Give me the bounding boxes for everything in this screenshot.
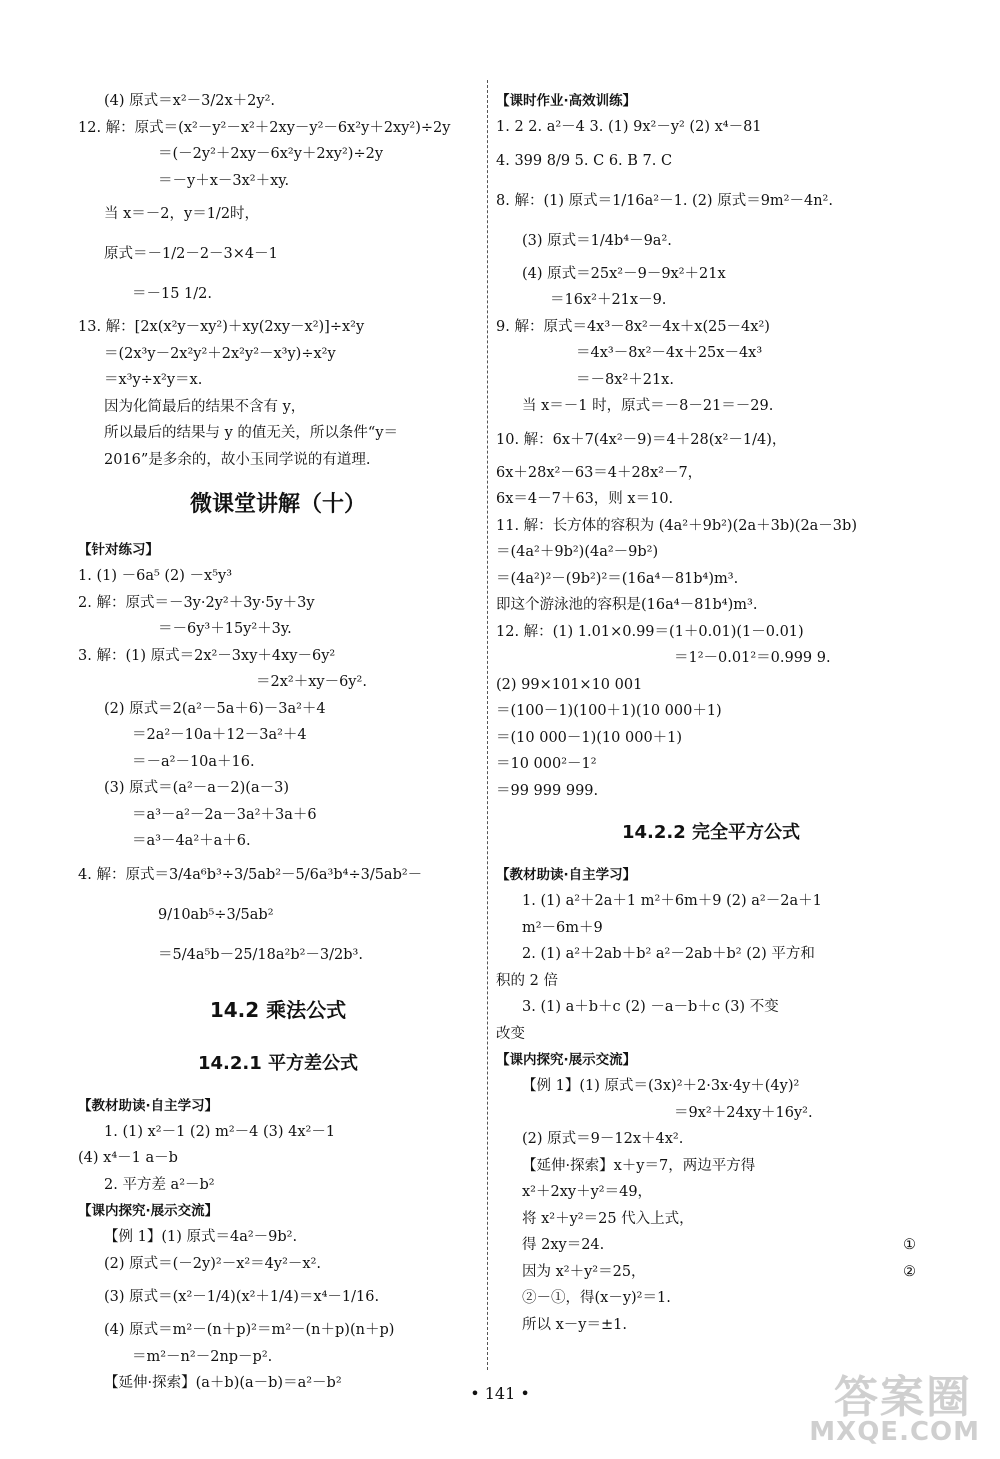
answer-line xyxy=(78,749,478,776)
line-text: ＝a³－a²－2a－3a²＋3a＋6 xyxy=(132,806,317,823)
line-text: 2016”是多余的，故小玉同学说的有道理. xyxy=(104,451,371,468)
answer-line xyxy=(496,513,926,540)
line-text: 8. 解：(1) 原式＝1/16a²－1. (2) 原式＝9m²－4n². xyxy=(496,192,833,209)
answer-line xyxy=(496,486,926,513)
line-text: 1. (1) x²－1 (2) m²－4 (3) 4x²－1 xyxy=(104,1123,336,1140)
line-text: x²＋2xy＋y²＝49， xyxy=(522,1184,653,1200)
line-text: 【课内探究·展示交流】 xyxy=(496,1052,637,1068)
line-text: (4) 原式＝m²－(n＋p)²＝m²－(n＋p)(n＋p) xyxy=(104,1322,395,1338)
answer-line xyxy=(496,592,926,619)
line-text: 12. 解：(1) 1.01×0.99＝(1＋0.01)(1－0.01) xyxy=(496,623,804,640)
line-text: 原式＝－1/2－2－3×4－1 xyxy=(104,246,278,262)
line-text: (2) 原式＝2(a²－5a＋6)－3a²＋4 xyxy=(104,700,326,717)
answer-line xyxy=(496,672,926,699)
answer-line xyxy=(496,751,926,778)
section-heading xyxy=(496,862,926,888)
answer-line xyxy=(78,141,478,168)
line-text: 当 x＝－2，y＝1/2时， xyxy=(104,206,260,222)
line-text: (4) x⁴－1 a－b xyxy=(78,1150,178,1166)
watermark-logo xyxy=(790,1359,980,1449)
answer-line xyxy=(78,1145,478,1172)
answer-line xyxy=(78,935,478,975)
answer-line xyxy=(496,1153,926,1180)
line-text: 即这个游泳池的容积是(16a⁴－81b⁴)m³. xyxy=(496,597,758,613)
line-text: (2) 原式＝9－12x＋4x². xyxy=(522,1131,684,1147)
answer-line xyxy=(78,1277,478,1317)
answer-line xyxy=(78,341,478,368)
line-text: (2) 原式＝(－2y)²－x²＝4y²－x². xyxy=(104,1255,322,1272)
answer-line xyxy=(78,274,478,314)
answer-line xyxy=(496,261,926,288)
answer-line xyxy=(78,775,478,802)
watermark-text: 答案圈 xyxy=(834,1372,972,1423)
line-text: ＝16x²＋21x－9. xyxy=(550,292,667,308)
page-number: • 141 • xyxy=(470,1384,530,1403)
answer-line xyxy=(496,1179,926,1206)
line-text: 6x＝4－7＋63，则 x＝10. xyxy=(496,491,674,507)
line-text: ＝－y＋x－3x²＋xy. xyxy=(158,172,290,189)
line-text: 12. 解：原式＝(x²－y²－x²＋2xy－y²－6x²y＋2xy²)÷2y xyxy=(78,119,451,136)
line-text: ＝(－2y²＋2xy－6x²y＋2xy²)÷2y xyxy=(158,146,384,162)
answer-line xyxy=(496,619,926,646)
line-text: 9. 解：原式＝4x³－8x²－4x＋x(25－4x²) xyxy=(496,318,770,335)
line-text: 11. 解：长方体的容积为 (4a²＋9b²)(2a＋3b)(2a－3b) xyxy=(496,517,857,534)
section-heading xyxy=(78,1198,478,1224)
line-text: 14.2.1 平方差公式 xyxy=(197,1052,359,1074)
answer-line xyxy=(78,696,478,723)
line-text: 13. 解：[2x(x²y－xy²)＋xy(2xy－x²)]÷x²y xyxy=(78,319,365,335)
line-text: 当 x＝－1 时，原式＝－8－21＝－29. xyxy=(522,398,774,414)
answer-line xyxy=(78,1251,478,1278)
line-text: ＝(100－1)(100＋1)(10 000＋1) xyxy=(496,703,722,719)
left-column xyxy=(78,88,478,1397)
column-divider xyxy=(487,80,488,1370)
line-text: 1. (1) a²＋2a＋1 m²＋6m＋9 (2) a²－2a＋1 xyxy=(522,893,822,909)
answer-line xyxy=(496,287,926,314)
line-text: 【例 1】(1) 原式＝(3x)²＋2·3x·4y＋(4y)² xyxy=(522,1078,800,1094)
answer-line xyxy=(496,645,926,672)
answer-line xyxy=(496,888,926,915)
line-text: (3) 原式＝1/4b⁴－9a². xyxy=(522,232,672,249)
line-text: 【延伸·探索】(a＋b)(a－b)＝a²－b² xyxy=(104,1375,342,1391)
line-text: ＝99 999 999. xyxy=(496,782,599,799)
answer-line xyxy=(496,460,926,487)
line-text: 10. 解：6x＋7(4x²－9)＝4＋28(x²－1/4)， xyxy=(496,431,787,448)
line-text: ②－①，得(x－y)²＝1. xyxy=(522,1290,671,1306)
line-text: 3. (1) a＋b＋c (2) －a－b＋c (3) 不变 xyxy=(522,999,779,1015)
answer-line xyxy=(496,1073,926,1100)
answer-line xyxy=(78,643,478,670)
line-text: 2. (1) a²＋2ab＋b² a²－2ab＋b² (2) 平方和 xyxy=(522,946,815,962)
answer-line xyxy=(78,1172,478,1199)
line-text: 1. 2 2. a²－4 3. (1) 9x²－y² (2) x⁴－81 xyxy=(496,119,762,135)
answer-line xyxy=(496,1126,926,1153)
line-text: 6x＋28x²－63＝4＋28x²－7， xyxy=(496,464,703,481)
line-text: ＝－15 1/2. xyxy=(132,286,213,302)
line-text: ＝－8x²＋21x. xyxy=(576,371,674,388)
answer-line xyxy=(496,393,926,420)
line-text: 因为化简最后的结果不含有 y， xyxy=(104,398,306,415)
section-title xyxy=(496,810,926,856)
answer-line xyxy=(78,802,478,829)
line-text: 所以最后的结果与 y 的值无关，所以条件“y＝ xyxy=(104,425,399,441)
line-text: ＝9x²＋24xy＋16y². xyxy=(674,1104,813,1121)
line-text: ＝(2x³y－2x²y²＋2x²y²－x³y)÷x²y xyxy=(104,345,336,362)
answer-line xyxy=(78,88,478,115)
answer-line xyxy=(496,141,926,181)
answer-line xyxy=(496,367,926,394)
line-text: 积的 2 倍 xyxy=(496,972,558,989)
answer-line xyxy=(78,394,478,421)
answer-line xyxy=(78,855,478,895)
answer-line xyxy=(78,895,478,935)
section-title xyxy=(78,985,478,1035)
line-text: ＝1²－0.01²＝0.999 9. xyxy=(674,650,831,666)
answer-line xyxy=(496,221,926,261)
line-text: 将 x²＋y²＝25 代入上式， xyxy=(522,1210,694,1227)
right-column xyxy=(496,88,926,1338)
answer-line xyxy=(496,340,926,367)
line-text: 4. 解：原式＝3/4a⁶b³÷3/5ab²－5/6a³b⁴÷3/5ab²－ xyxy=(78,866,423,883)
answer-line xyxy=(78,447,478,474)
line-text: ＝－6y³＋15y²＋3y. xyxy=(158,621,292,637)
answer-line xyxy=(496,566,926,593)
section-title xyxy=(78,1041,478,1087)
answer-line xyxy=(496,1232,926,1259)
line-text: 【课时作业·高效训练】 xyxy=(496,93,637,109)
line-text: (4) 原式＝25x²－9－9x²＋21x xyxy=(522,265,726,282)
answer-line xyxy=(78,234,478,274)
line-text: 4. 399 8/9 5. C 6. B 7. C xyxy=(496,152,673,169)
answer-line xyxy=(496,1259,926,1286)
line-text: (3) 原式＝(x²－1/4)(x²＋1/4)＝x⁴－1/16. xyxy=(104,1289,380,1305)
line-text: (4) 原式＝x²－3/2x＋2y². xyxy=(104,93,275,109)
line-text: ＝10 000²－1² xyxy=(496,756,597,772)
section-heading xyxy=(78,1093,478,1119)
line-text: ＝a³－4a²＋a＋6. xyxy=(132,833,251,849)
line-text: 改变 xyxy=(496,1025,525,1042)
answer-line xyxy=(78,168,478,195)
line-text: 14.2 乘法公式 xyxy=(209,997,347,1022)
answer-line xyxy=(496,181,926,221)
line-text: 2. 解：原式＝－3y·2y²＋3y·5y＋3y xyxy=(78,594,315,611)
equation-marker: ② xyxy=(903,1263,916,1280)
answer-line xyxy=(496,114,926,141)
equation-marker: ① xyxy=(903,1237,916,1253)
line-text: 3. 解：(1) 原式＝2x²－3xy＋4xy－6y² xyxy=(78,647,336,664)
line-text: ＝2a²－10a＋12－3a²＋4 xyxy=(132,727,307,743)
answer-line xyxy=(78,722,478,749)
line-text: 得 2xy＝24. xyxy=(522,1237,605,1253)
answer-line xyxy=(496,725,926,752)
line-text: 14.2.2 完全平方公式 xyxy=(621,822,801,843)
answer-line xyxy=(78,194,478,234)
answer-line xyxy=(496,1021,926,1048)
line-text: ＝(4a²)²－(9b²)²＝(16a⁴－81b⁴)m³. xyxy=(496,570,739,587)
answer-line xyxy=(78,616,478,643)
line-text: 所以 x－y＝±1. xyxy=(522,1316,627,1333)
answer-line xyxy=(78,420,478,447)
section-heading xyxy=(496,88,926,114)
answer-line xyxy=(78,669,478,696)
answer-line xyxy=(496,1312,926,1339)
answer-line xyxy=(496,539,926,566)
line-text: ＝(10 000－1)(10 000＋1) xyxy=(496,729,683,746)
answer-line xyxy=(496,778,926,805)
line-text: 因为 x²＋y²＝25， xyxy=(522,1263,646,1280)
answer-line xyxy=(78,563,478,590)
answer-line xyxy=(496,1100,926,1127)
line-text: ＝(4a²＋9b²)(4a²－9b²) xyxy=(496,544,659,560)
section-heading xyxy=(78,537,478,563)
line-text: (2) 99×101×10 001 xyxy=(496,676,643,693)
line-text: ＝m²－n²－2np－p². xyxy=(132,1348,273,1365)
line-text: 2. 平方差 a²－b² xyxy=(104,1176,215,1193)
answer-line xyxy=(496,1206,926,1233)
line-text: 【课内探究·展示交流】 xyxy=(78,1203,219,1219)
answer-line xyxy=(496,941,926,968)
line-text: 1. (1) －6a⁵ (2) －x⁵y³ xyxy=(78,568,233,584)
line-text: 微课堂讲解（十） xyxy=(189,492,366,517)
line-text: 【针对练习】 xyxy=(78,542,159,558)
line-text: ＝4x³－8x²－4x＋25x－4x³ xyxy=(576,345,763,361)
answer-line xyxy=(78,828,478,855)
answer-line xyxy=(496,994,926,1021)
line-text: 9/10ab⁵÷3/5ab² xyxy=(158,906,274,923)
line-text: ＝5/4a⁵b－25/18a²b²－3/2b³. xyxy=(158,946,363,963)
answer-line xyxy=(78,367,478,394)
line-text: ＝x³y÷x²y＝x. xyxy=(104,372,203,388)
line-text: 【延伸·探索】x＋y＝7，两边平方得 xyxy=(522,1157,756,1174)
answer-line xyxy=(78,1344,478,1371)
answer-line xyxy=(496,698,926,725)
answer-line xyxy=(78,115,478,142)
answer-line xyxy=(496,1285,926,1312)
line-text: ＝2x²＋xy－6y². xyxy=(256,674,367,690)
line-text: 【教材助读·自主学习】 xyxy=(496,867,637,883)
line-text: m²－6m＋9 xyxy=(522,919,603,936)
answer-line xyxy=(496,420,926,460)
line-text: 【教材助读·自主学习】 xyxy=(78,1097,219,1114)
answer-line xyxy=(78,590,478,617)
answer-line xyxy=(78,1224,478,1251)
answer-line xyxy=(78,1317,478,1344)
line-text: ＝－a²－10a＋16. xyxy=(132,753,255,770)
line-text: 【例 1】(1) 原式＝4a²－9b². xyxy=(104,1229,298,1245)
section-title xyxy=(78,479,478,531)
answer-line xyxy=(496,314,926,341)
answer-line xyxy=(78,1119,478,1146)
answer-line xyxy=(496,915,926,942)
line-text: (3) 原式＝(a²－a－2)(a－3) xyxy=(104,780,289,796)
answer-line xyxy=(496,968,926,995)
answer-line xyxy=(78,314,478,341)
section-heading xyxy=(496,1047,926,1073)
watermark-url: MXQE.COM xyxy=(809,1417,980,1447)
